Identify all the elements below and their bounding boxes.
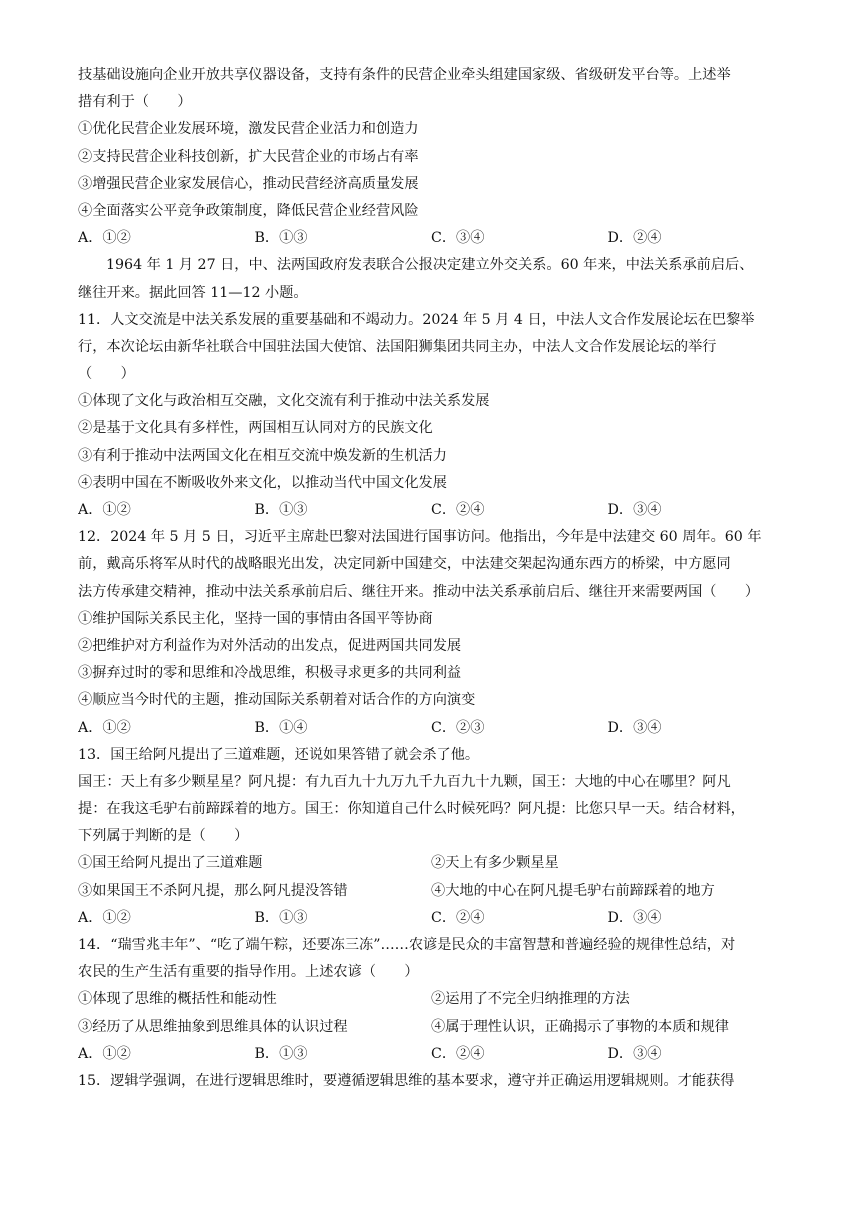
q13-stem-line: 13．国王给阿凡提出了三道难题，还说如果答错了就会杀了他。: [78, 746, 480, 763]
answer-choice-b: B．①③: [254, 909, 308, 926]
q13-answer-row: [78, 905, 784, 932]
answer-choice-c: C．②④: [431, 909, 485, 926]
q11-stem-line: 行，本次论坛由新华社联合中国驻法国大使馆、法国阳狮集团共同主办，中法人文合作发展论坛的举行: [78, 338, 717, 355]
q14-stem-line: 14．“瑞雪兆丰年”、“吃了端午粽，还要冻三冻”……农谚是民众的丰富智慧和普遍经验的规律性总结，对: [78, 937, 736, 953]
answer-choice-a: A．①②: [78, 1045, 131, 1062]
answer-choice-d: D．③④: [607, 909, 662, 926]
answer-choice-c: C．②④: [431, 502, 485, 518]
q12-stem-line: 前，戴高乐将军从时代的战略眼光出发，决定同新中国建交，中法建交架起沟通东西方的桥梁，中方愿同: [78, 556, 731, 573]
material-intro-line: 1964 年 1 月 27 日，中、法两国政府发表联合公报决定建立外交关系。60 年来，中法关系承前启后、: [106, 257, 754, 274]
q10-stem-line: 措有利于（ ）: [78, 94, 192, 111]
answer-choice-b: B．①④: [254, 719, 308, 736]
q11-stem-line: （ ）: [78, 366, 135, 383]
q14-option: ④属于理性认识，正确揭示了事物的本质和规律: [431, 1018, 729, 1035]
q13-option-row: [78, 850, 784, 877]
q14-option: ②运用了不完全归纳推理的方法: [431, 991, 630, 1008]
q10-option: ③增强民营企业家发展信心，推动民营经济高质量发展: [78, 175, 419, 192]
q13-option: ③如果国王不杀阿凡提，那么阿凡提没答错: [78, 882, 348, 899]
q14-option: ③经历了从思维抽象到思维具体的认识过程: [78, 1018, 348, 1035]
answer-choice-a: A．①②: [78, 230, 131, 247]
q13-option: ②天上有多少颗星星: [431, 855, 559, 872]
q10-stem-line: 技基础设施向企业开放共享仪器设备，支持有条件的民营企业牵头组建国家级、省级研发平台等。上述举: [78, 67, 731, 83]
q14-answer-row: [78, 1041, 784, 1068]
q12-option: ②把维护对方利益作为对外活动的出发点，促进两国共同发展: [78, 637, 462, 654]
q12-option: ①维护国际关系民主化，坚持一国的事情由各国平等协商: [78, 610, 433, 627]
q14-option: ①体现了思维的概括性和能动性: [78, 991, 277, 1008]
q10-answer-row: [78, 225, 784, 252]
q12-option: ③摒弃过时的零和思维和冷战思维，积极寻求更多的共同利益: [78, 665, 462, 682]
answer-choice-d: D．③④: [607, 502, 662, 518]
answer-choice-d: D．③④: [607, 719, 662, 736]
q10-option: ④全面落实公平竞争政策制度，降低民营企业经营风险: [78, 202, 419, 219]
q11-option: ②是基于文化具有多样性，两国相互认同对方的民族文化: [78, 420, 433, 437]
q12-option: ④顺应当今时代的主题，推动国际关系朝着对话合作的方向演变: [78, 692, 476, 709]
q13-option-row: [78, 878, 784, 905]
answer-choice-a: A．①②: [78, 719, 131, 736]
q15-stem-line: 15．逻辑学强调，在进行逻辑思维时，要遵循逻辑思维的基本要求，遵守并正确运用逻辑规则。才能获得: [78, 1072, 735, 1089]
q11-option: ③有利于推动中法两国文化在相互交流中焕发新的生机活力: [78, 447, 447, 464]
answer-choice-a: A．①②: [78, 909, 131, 926]
q13-stem-line: 提：在我这毛驴右前蹄踩着的地方。国王：你知道自己什么时候死吗？阿凡提：比您只早一天。结合材料，: [78, 801, 745, 818]
q13-option: ④大地的中心在阿凡提毛驴右前蹄踩着的地方: [431, 882, 715, 899]
q14-option-row: [78, 986, 784, 1013]
q10-option: ②支持民营企业科技创新，扩大民营企业的市场占有率: [78, 148, 419, 165]
q11-option: ④表明中国在不断吸收外来文化，以推动当代中国文化发展: [78, 474, 447, 491]
answer-choice-a: A．①②: [78, 502, 131, 518]
q11-answer-row: [78, 497, 784, 524]
q12-answer-row: [78, 715, 784, 742]
material-intro-line: 继往开来。据此回答 11—12 小题。: [78, 284, 308, 301]
q11-stem-line: 11．人文交流是中法关系发展的重要基础和不竭动力。2024 年 5 月 4 日，中法人文合作发展论坛在巴黎举: [78, 311, 755, 328]
q13-option: ①国王给阿凡提出了三道难题: [78, 855, 263, 872]
answer-choice-c: C．③④: [431, 230, 485, 247]
answer-choice-b: B．①③: [254, 502, 308, 518]
q11-option: ①体现了文化与政治相互交融，文化交流有利于推动中法关系发展: [78, 393, 490, 410]
q13-stem-line: 国王：天上有多少颗星星？阿凡提：有九百九十九万九千九百九十九颗，国王：大地的中心在哪里？阿凡: [78, 773, 731, 790]
q14-option-row: [78, 1014, 784, 1041]
answer-choice-b: B．①③: [254, 230, 308, 247]
q10-option: ①优化民营企业发展环境，激发民营企业活力和创造力: [78, 121, 419, 138]
answer-choice-d: D．②④: [607, 230, 662, 247]
exam-page: [78, 62, 784, 1095]
answer-choice-c: C．②③: [431, 719, 485, 736]
answer-choice-c: C．②④: [431, 1045, 485, 1062]
q13-stem-line: 下列属于判断的是（ ）: [78, 828, 249, 845]
q14-stem-line: 农民的生产生活有重要的指导作用。上述农谚（ ）: [78, 964, 419, 981]
q12-stem-line: 12．2024 年 5 月 5 日，习近平主席赴巴黎对法国进行国事访问。他指出，今年是中法建交 60 周年。60 年: [78, 529, 762, 546]
answer-choice-b: B．①③: [254, 1045, 308, 1062]
answer-choice-d: D．③④: [607, 1045, 662, 1062]
q12-stem-line: 法方传承建交精神，推动中法关系承前启后、继往开来。推动中法关系承前启后、继往开来需要两国（ ）: [78, 583, 760, 600]
